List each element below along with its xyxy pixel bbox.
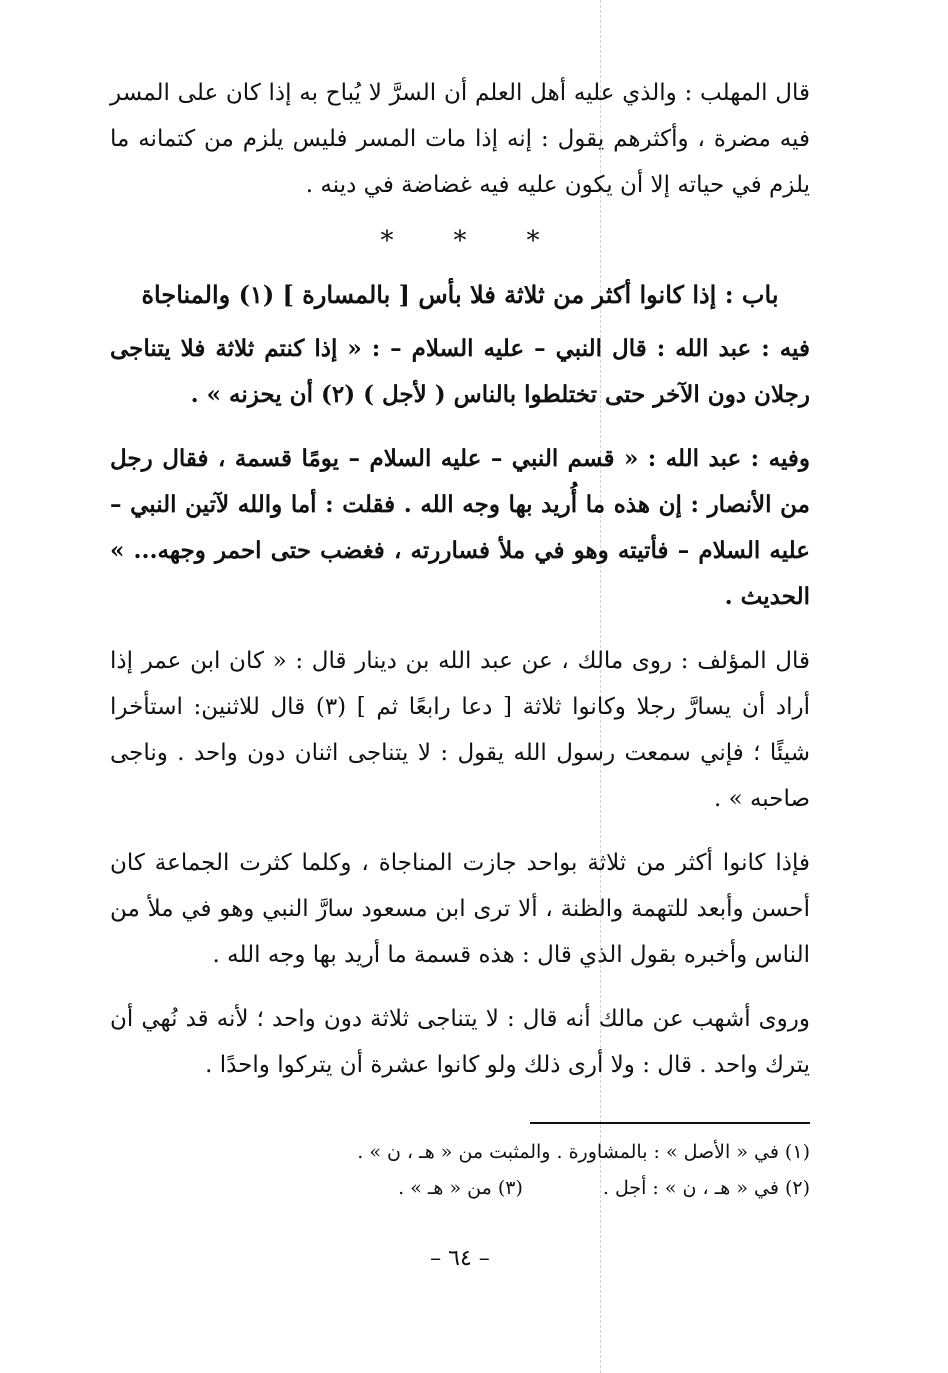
footnotes <box>110 1134 810 1206</box>
paragraph-hadith-2: وفيه : عبد الله : « قسم النبي – عليه السلام – يومًا قسمة ، فقال رجل من الأنصار : إن هذه ما أُريد بها وجه الله . فقلت : أما والله لآتين النبي – عليه السلام – فأتيته وهو في ملأ فساررته ، فغضب حتى احمر وجهه... » الحديث . <box>110 445 810 610</box>
paragraph-ashhab: وروى أشهب عن مالك أنه قال : لا يتناجى ثلاثة دون واحد ؛ لأنه قد نُهي أن يترك واحد . قال : ولا أرى ذلك ولو كانوا عشرة أن يتركوا واحدًا . <box>110 1006 810 1078</box>
paragraph-author-malik: قال المؤلف : روى مالك ، عن عبد الله بن دينار قال : « كان ابن عمر إذا أراد أن يسارَّ رجلا وكانوا ثلاثة [ دعا رابعًا ثم ] (٣) قال للاثنين: استأخرا شيئًا ؛ فإني سمعت رسول الله يقول : لا يتناجى اثنان دون واحد . وناجى صاحبه » . <box>110 648 810 812</box>
paragraph-spacer <box>110 822 810 840</box>
book-page <box>110 70 810 1271</box>
page-number: – ٦٤ – <box>430 1246 490 1271</box>
chapter-title: باب : إذا كانوا أكثر من ثلاثة فلا بأس [ بالمسارة ] (١) والمناجاة <box>141 280 779 309</box>
star-icon: * <box>453 226 467 256</box>
star-icon: * <box>380 226 394 256</box>
footnote-3: (٣) من « هـ » . <box>398 1177 523 1199</box>
footnote-gap <box>523 1170 603 1206</box>
footnote-rule <box>530 1122 810 1124</box>
footnote-2: (٢) في « هـ ، ن » : أجل . <box>602 1177 810 1199</box>
paragraph-spacer <box>110 418 810 436</box>
paragraph-hadith-1: فيه : عبد الله : قال النبي – عليه السلام – : « إذا كنتم ثلاثة فلا يتناجى رجلان دون الآخر حتى تختلطوا بالناس ( لأجل ) (٢) أن يحزنه » . <box>110 335 810 408</box>
paragraph-spacer <box>110 620 810 638</box>
paragraph-spacer <box>110 978 810 996</box>
paragraph-muhallab: قال المهلب : والذي عليه أهل العلم أن السرَّ لا يُباح به إذا كان على المسر فيه مضرة ، وأكثرهم يقول : إنه إذا مات المسر فليس يلزم من كتمانه ما يلزم في حياته إلا أن يكون عليه فيه غضاضة في دينه . <box>110 80 810 198</box>
star-icon: * <box>526 226 540 256</box>
footnote-row <box>110 1170 810 1206</box>
paragraph-more-than-three: فإذا كانوا أكثر من ثلاثة بواحد جازت المناجاة ، وكلما كثرت الجماعة كان أحسن وأبعد للتهمة والظنة ، ألا ترى ابن مسعود سارَّ النبي وهو في ملأ من الناس وأخبره بقول الذي قال : هذه قسمة ما أريد بها وجه الله . <box>110 850 810 968</box>
section-separator-stars <box>110 216 810 266</box>
footnote-1: (١) في « الأصل » : بالمشاورة . والمثبت من « هـ ، ن » . <box>357 1141 810 1163</box>
